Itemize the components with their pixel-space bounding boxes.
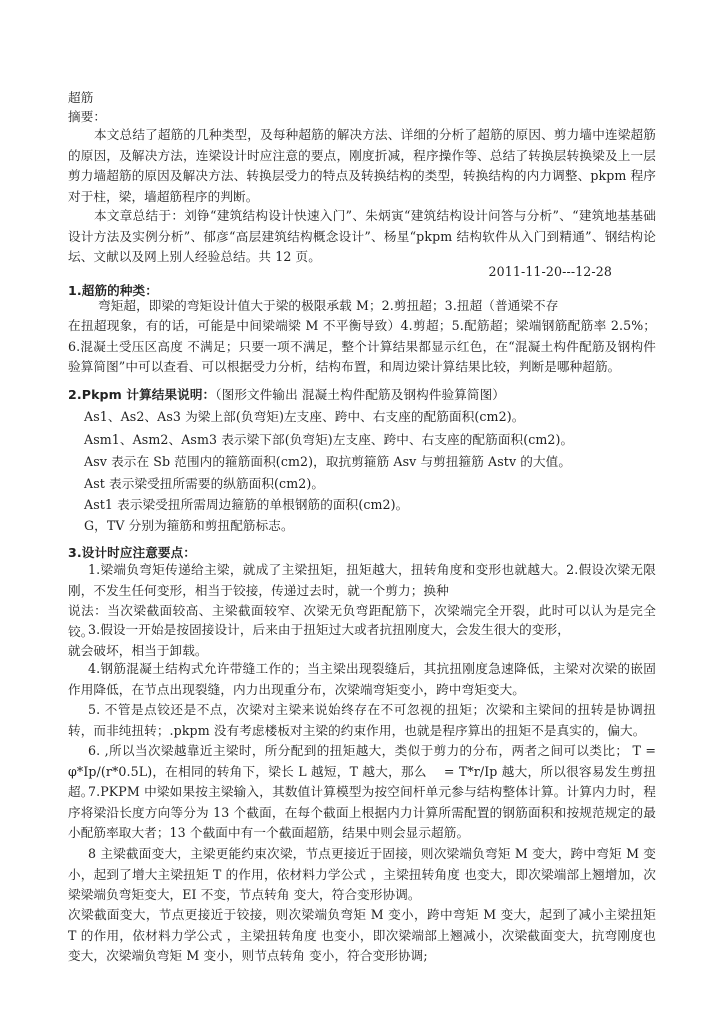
s3-paragraph-6: 6. ,所以当次梁越靠近主梁时，所分配到的扭矩越大，类似于剪力的分布，两者之间可以类比； T = φ*Ip/(r*0.5L)，在相同的转角下，梁长 L 越短，T 越大，那么 = T*r/Ip 越大，所以很容易发生剪扭超。 xyxy=(68,743,656,799)
s2-item-6: G，TV 分别为箍筋和剪扭配筋标志。 xyxy=(84,518,294,533)
section-1-paragraph: 在扭超现象，有的话，可能是中间梁端梁 M 不平衡导致）4.剪超；5.配筋超；梁端钢筋配筋率 2.5%；6.混凝土受压区高度 不满足；只要一项不满足，整个计算结果都显示红色，在“混凝土构件配筋及钢构件验算简图”中可以查看、可以根据受力分析，结构布置，和周边梁计算结果比较，判断是哪种超筋。 xyxy=(68,318,656,374)
s3-paragraph-1: 1.梁端负弯矩传递给主梁，就成了主梁扭矩，扭矩越大，扭转角度和变形也就越大。2.假设次梁无限刚，不发生任何变形，相当于铰接，传递过去时，就一个剪力；换种 xyxy=(68,562,656,598)
s3-paragraph-9: 次梁截面变大，节点更接近于铰接，则次梁端负弯矩 M 变小，跨中弯矩 M 变大，起到了减小主梁扭矩 T 的作用，依材料力学公式 ，主梁扭转角度 也变小，即次梁端部上翘减小，次梁截面变大，抗弯刚度也变大，次梁端负弯矩 M 变小，则节点转角 变小，符合变形协调; xyxy=(68,907,656,963)
abstract-label: 摘要： xyxy=(68,109,107,124)
section-1-title: 1.超筋的种类： xyxy=(68,283,158,298)
abstract-paragraph-1: 本文总结了超筋的几种类型，及每种超筋的解决方法、详细的分析了超筋的原因、剪力墙中连梁超筋的原因，及解决方法，连梁设计时应注意的要点，刚度折减，程序操作等、总结了转换层转换梁及上一层剪力墙超筋的原因及解决方法、转换层受力的特点及转换结构的类型，转换结构的内力调整、pkpm 程序对于柱，梁，墙超筋程序的判断。 xyxy=(68,127,656,204)
s2-item-2: Asm1、Asm2、Asm3 表示梁下部(负弯矩)左支座、跨中、右支座的配筋面积(cm2)。 xyxy=(84,432,574,447)
s3-paragraph-3b: 就会破坏，相当于卸载。 xyxy=(68,643,208,658)
s3-paragraph-4: 4.钢筋混凝土结构式允许带缝工作的；当主梁出现裂缝后，其抗扭刚度急速降低，主梁对次梁的嵌固作用降低，在节点出现裂缝，内力出现重分布，次梁端弯矩变小，跨中弯矩变大。 xyxy=(68,661,656,697)
doc-title: 超筋 xyxy=(68,90,94,105)
s2-item-4: Ast 表示梁受扭所需要的纵筋面积(cm2)。 xyxy=(84,476,325,491)
s3-paragraph-1b: 说法：当次梁截面较高、主梁截面较窄、次梁无负弯距配筋下，次梁端完全开裂，此时可以认为是完全铰。 xyxy=(68,603,656,639)
abstract-paragraph-2: 本文章总结于：刘铮“建筑结构设计快速入门”、朱炳寅“建筑结构设计问答与分析”、“建筑地基基础设计方法及实例分析”、郁彦“高层建筑结构概念设计”、杨星“pkpm 结构软件从入门到精通”、钢结构论坛、文献以及网上别人经验总结。共 12 页。 xyxy=(68,208,656,264)
s2-item-5: Ast1 表示梁受扭所需周边箍筋的单根钢筋的面积(cm2)。 xyxy=(84,497,409,512)
s3-paragraph-8: 8 主梁截面变大，主梁更能约束次梁，节点更接近于固接，则次梁端负弯矩 M 变大，跨中弯矩 M 变小，起到了增大主梁扭矩 T 的作用，依材料力学公式 ，主梁扭转角度 也变大，即次梁端部上翘增加，次梁梁端负弯矩变大，EI 不变，节点转角 变大，符合变形协调。 xyxy=(68,846,656,902)
s3-paragraph-3: 3.假设一开始是按固接设计，后来由于扭矩过大或者抗扭刚度大，会发生很大的变形， xyxy=(88,622,570,637)
date-range: 2011-11-20---12-28 xyxy=(488,264,612,279)
s3-paragraph-7: 7.PKPM 中梁如果按主梁输入，其数值计算模型为按空间杆单元参与结构整体计算。计算内力时，程序将梁沿长度方向等分为 13 个截面，在每个截面上根据内力计算所需配置的钢筋面积和按规范规定的最小配筋率取大者；13 个截面中有一个截面超筋，结果中则会显示超筋。 xyxy=(68,784,656,840)
section-2-heading xyxy=(68,387,505,403)
section-1-line-1: 弯矩超，即梁的弯矩设计值大于梁的极限承载 M；2.剪扭超；3.扭超（普通梁不存 xyxy=(98,298,559,313)
section-3-title: 3.设计时应注意要点： xyxy=(68,545,196,560)
section-2-subtitle: （图形文件输出 混凝土构件配筋及钢构件验算简图） xyxy=(215,387,505,402)
s2-item-1: As1、As2、As3 为梁上部(负弯矩)左支座、跨中、右支座的配筋面积(cm2)。 xyxy=(84,409,525,424)
s2-item-3: Asv 表示在 Sb 范围内的箍筋面积(cm2)，取抗剪箍筋 Asv 与剪扭箍筋 Astv 的大值。 xyxy=(84,454,572,469)
s3-paragraph-5: 5. 不管是点铰还是不点，次梁对主梁来说始终存在不可忽视的扭矩；次梁和主梁间的扭转是协调扭转，而非纯扭转；.pkpm 没有考虑楼板对主梁的约束作用，也就是程序算出的扭矩不是真实的，偏大。 xyxy=(68,702,656,738)
section-2-title: 2.Pkpm 计算结果说明： xyxy=(68,387,216,402)
